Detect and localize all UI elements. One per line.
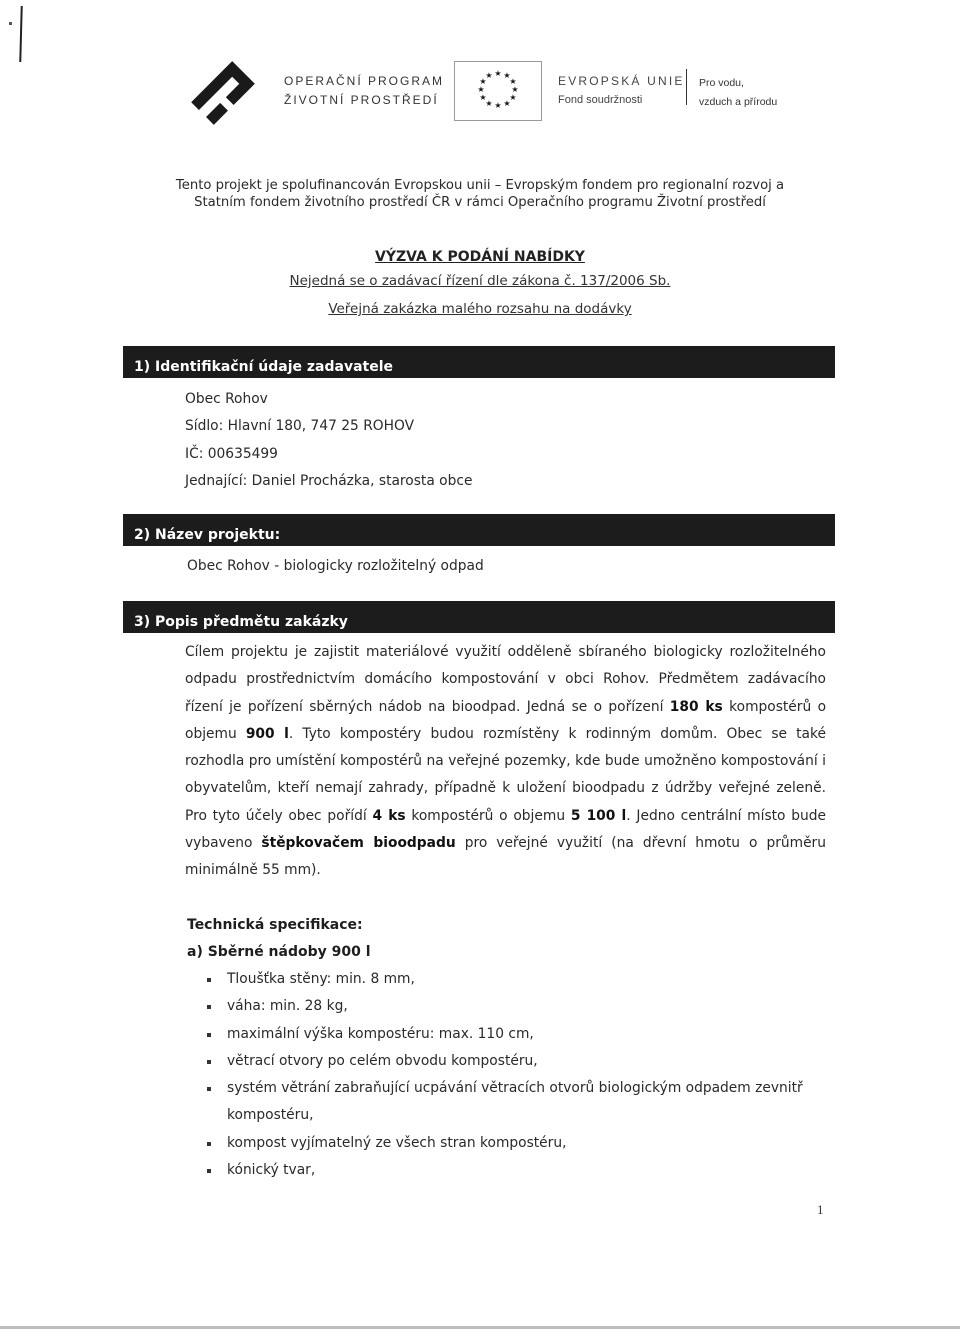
authority-ic: IČ: 00635499 (185, 445, 278, 462)
subtitle-law: Nejedná se o zadávací řízení dle zákona č. 137/2006 Sb. (289, 273, 671, 289)
svg-text:★: ★ (485, 99, 493, 108)
svg-text:★: ★ (494, 101, 502, 110)
authority-seat: Sídlo: Hlavní 180, 747 25 ROHOV (185, 418, 415, 435)
header-divider (686, 69, 687, 105)
funding-line1: Tento projekt je spolufinancován Evropskou unii – Evropským fondem pro regionalní rozvoj a (175, 178, 785, 193)
svg-text:★: ★ (479, 77, 487, 86)
svg-text:★: ★ (503, 71, 511, 80)
scan-bottom-edge (0, 1326, 960, 1329)
project-name: Obec Rohov - biologicky rozložitelný odpad (187, 558, 484, 574)
eu-subtitle: Fond soudržnosti (558, 94, 643, 106)
section-header-identification (123, 346, 835, 378)
svg-text:★: ★ (477, 85, 485, 94)
svg-text:★: ★ (494, 69, 502, 78)
list-item: kompost vyjímatelný ze všech stran kompostéru, (206, 1130, 826, 1157)
authority-name: Obec Rohov (185, 391, 268, 407)
list-item: váha: min. 28 kg, (206, 993, 826, 1020)
eu-label (558, 72, 685, 110)
desc-bold-shredder: štěpkovačem bioodpadu (261, 835, 456, 852)
desc-text-4: kompostérů o objemu (405, 807, 571, 824)
eu-flag-icon (454, 61, 542, 121)
svg-text:★: ★ (503, 99, 511, 108)
funding-line2: Statním fondem životního prostředí ČR v rámci Operačního programu Životní prostředí (194, 195, 766, 210)
scan-artifact (19, 6, 22, 62)
svg-text:★: ★ (511, 85, 519, 94)
page-number: 1 (817, 1202, 824, 1217)
op-program-line1: OPERAČNÍ PROGRAM (284, 74, 445, 88)
svg-text:★: ★ (485, 71, 493, 80)
desc-bold-quantity-1: 180 ks (669, 698, 723, 715)
section-header-project-name-label: 2) Název projektu: (134, 527, 281, 543)
list-item: maximální výška kompostéru: max. 110 cm, (206, 1021, 826, 1048)
list-item: Tloušťka stěny: min. 8 mm, (206, 966, 826, 993)
slogan (699, 74, 777, 112)
slogan-line1: Pro vodu, (699, 77, 744, 89)
desc-text-6: pro veřejné využití (na dřevní hmotu o průměru minimálně 55 mm). (185, 835, 826, 879)
spec-list (206, 966, 826, 1184)
eu-title: EVROPSKÁ UNIE (558, 74, 685, 88)
desc-bold-volume-2: 5 100 l (570, 807, 627, 824)
contract-description (185, 639, 826, 885)
op-program-label (284, 72, 444, 110)
desc-bold-quantity-2: 4 ks (372, 807, 406, 824)
subtitle-contract-type: Veřejná zakázka malého rozsahu na dodávky (328, 301, 632, 317)
funding-statement (130, 177, 830, 211)
section-header-description (123, 601, 835, 633)
document-titles (130, 247, 830, 323)
desc-text-1: Cílem projektu je zajistit materiálové využití odděleně sbíraného biologicky rozložitelného odpadu prostřednictvím domácího kompostování v obci Rohov. Předmětem zadávacího řízení je pořízení sběrných nádob na bioodpad. Jedná se o pořízení (185, 644, 826, 715)
section-header-identification-label: 1) Identifikační údaje zadavatele (134, 359, 393, 375)
svg-text:★: ★ (479, 93, 487, 102)
op-program-line2: ŽIVOTNÍ PROSTŘEDÍ (284, 93, 439, 107)
spec-title: Technická specifikace: (187, 917, 363, 933)
svg-text:★: ★ (509, 93, 517, 102)
page-title: VÝZVA K PODÁNÍ NABÍDKY (375, 249, 585, 265)
authority-representative: Jednající: Daniel Procházka, starosta obce (185, 472, 473, 489)
list-item: kónický tvar, (206, 1157, 826, 1184)
opzp-logo-icon (176, 55, 270, 127)
desc-text-5: . Jedno centrální místo bude vybaveno (185, 807, 826, 852)
scan-artifact-dot (9, 22, 12, 25)
document-header (176, 55, 816, 127)
desc-text-2: kompostérů o objemu (185, 698, 827, 742)
svg-text:★: ★ (509, 77, 517, 86)
list-item: systém větrání zabraňující ucpávání větracích otvorů biologickým odpadem zevnitř kompostéru, (206, 1075, 826, 1130)
section-header-description-label: 3) Popis předmětu zakázky (134, 614, 348, 630)
desc-text-3: . Tyto kompostéry budou rozmístěny k rodinným domům. Obec se také rozhodla pro umístění kompostérů na veřejné pozemky, kde bude umožněno kompostování i obyvatelům, kteří nemají zahrady, případně k uložení bioodpadu z údržby veřejné zeleně. Pro tyto účely obec pořídí (185, 725, 826, 824)
spec-subtitle: a) Sběrné nádoby 900 l (187, 944, 371, 960)
section-header-project-name (123, 514, 835, 546)
list-item: větrací otvory po celém obvodu kompostéru, (206, 1048, 826, 1075)
contracting-authority-details (185, 386, 472, 495)
slogan-line2: vzduch a přírodu (699, 96, 778, 108)
desc-bold-volume-1: 900 l (245, 725, 289, 742)
